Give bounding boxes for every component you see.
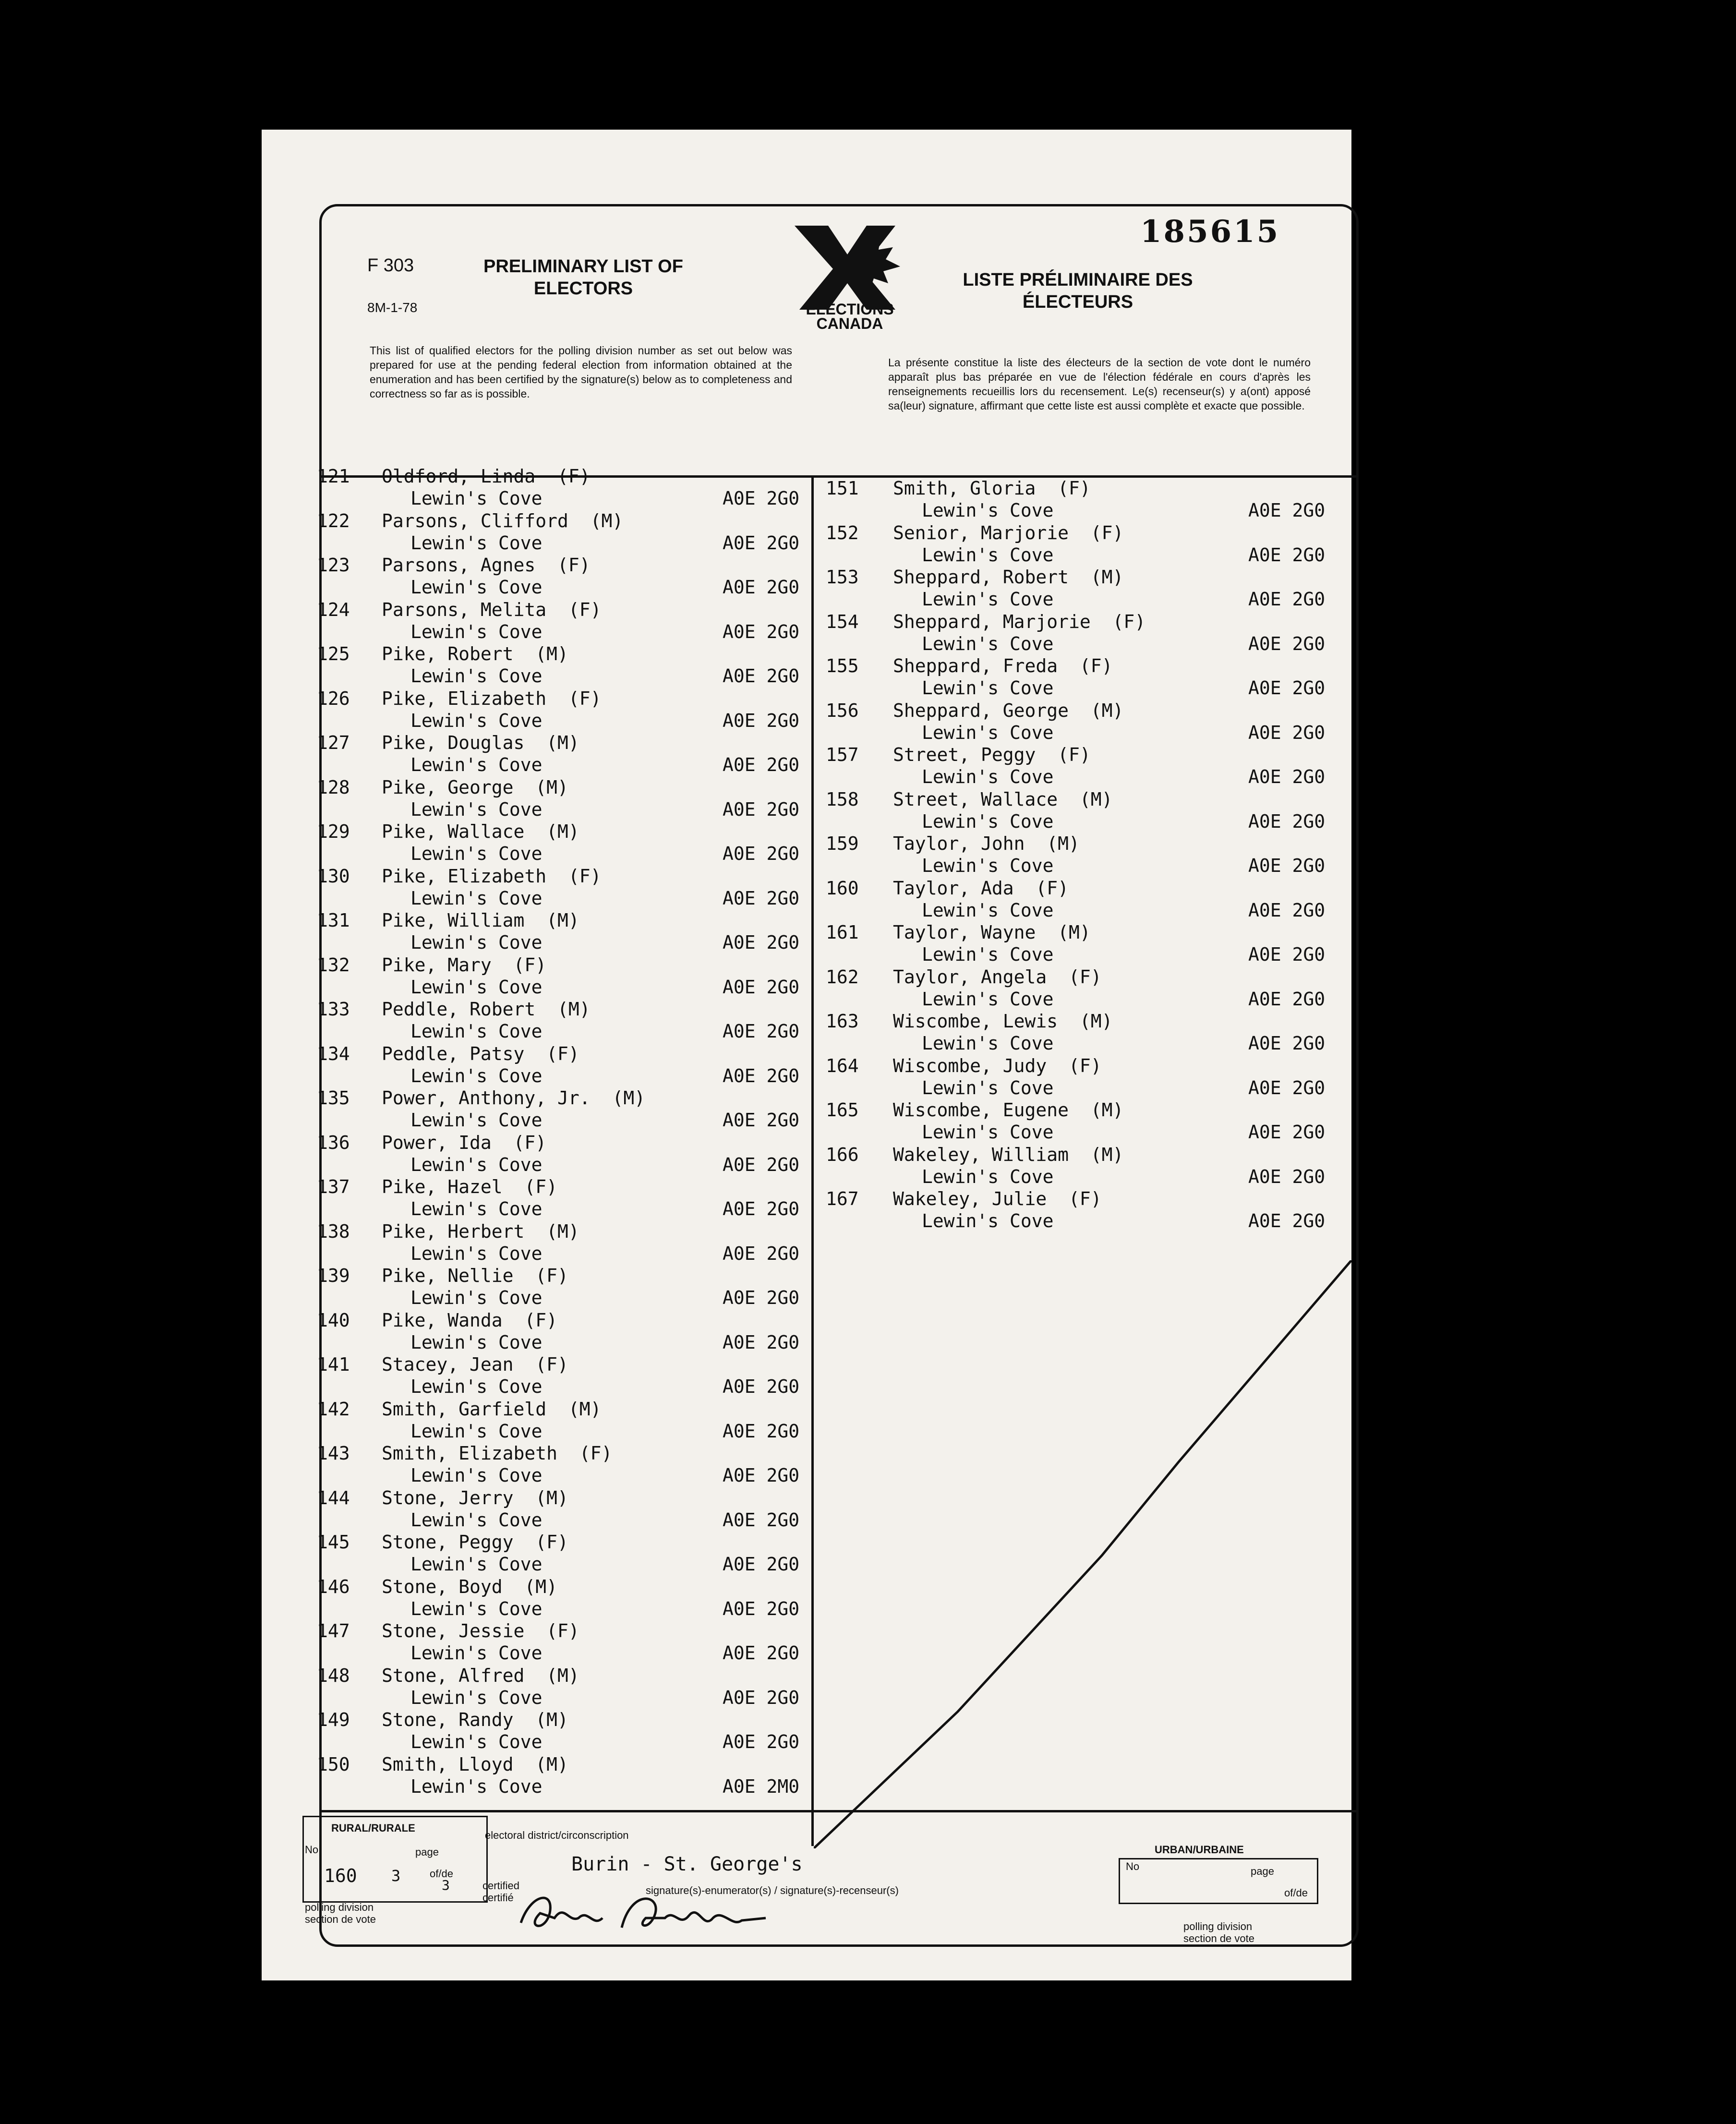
elector-number: 123 <box>317 555 350 576</box>
elector-name: Sheppard, Robert (M) <box>893 567 1124 588</box>
rural-label: RURAL/RURALE <box>331 1822 415 1834</box>
elector-name: Stone, Jessie (F) <box>382 1620 579 1641</box>
elector-entry <box>317 1754 811 1798</box>
elector-locality: Lewin's Cove <box>410 1775 542 1797</box>
elector-entry <box>826 611 1354 655</box>
elector-locality: Lewin's Cove <box>410 976 542 998</box>
elector-entry <box>317 999 811 1043</box>
elector-postal-code: A0E 2G0 <box>1248 988 1326 1010</box>
elector-postal-code: A0E 2G0 <box>723 932 800 953</box>
elector-number: 132 <box>317 954 350 976</box>
elector-postal-code: A0E 2G0 <box>1248 544 1326 566</box>
elector-number: 155 <box>826 655 859 676</box>
elector-name: Parsons, Clifford (M) <box>382 510 624 531</box>
elector-name: Pike, Wallace (M) <box>382 821 579 842</box>
elector-name: Senior, Marjorie (F) <box>893 522 1124 543</box>
elector-entry <box>317 954 811 999</box>
elector-postal-code: A0E 2G0 <box>723 1465 800 1486</box>
elector-number: 147 <box>317 1620 350 1641</box>
elector-name: Taylor, Wayne (M) <box>893 922 1091 943</box>
elector-postal-code: A0E 2G0 <box>723 577 800 598</box>
no-label: No <box>305 1844 319 1856</box>
elector-name: Smith, Gloria (F) <box>893 478 1091 499</box>
elector-locality: Lewin's Cove <box>922 1210 1054 1231</box>
elector-postal-code: A0E 2G0 <box>1248 766 1326 787</box>
elector-number: 135 <box>317 1087 350 1109</box>
elector-entry <box>317 1176 811 1220</box>
elector-number: 152 <box>826 522 859 543</box>
elector-number: 148 <box>317 1665 350 1686</box>
elector-postal-code: A0E 2G0 <box>1248 1210 1326 1231</box>
elector-locality: Lewin's Cove <box>922 1166 1054 1187</box>
elector-entry <box>317 1620 811 1665</box>
elector-name: Pike, Nellie (F) <box>382 1265 568 1286</box>
elector-number: 167 <box>826 1188 859 1209</box>
elector-locality: Lewin's Cove <box>922 810 1054 832</box>
elector-locality: Lewin's Cove <box>410 1509 542 1531</box>
elector-locality: Lewin's Cove <box>922 633 1054 654</box>
elector-number: 154 <box>826 611 859 632</box>
elector-name: Street, Wallace (M) <box>893 788 1113 810</box>
elector-locality: Lewin's Cove <box>410 1287 542 1308</box>
elector-postal-code: A0E 2G0 <box>1248 633 1326 654</box>
title-french: LISTE PRÉLIMINAIRE DES ÉLECTEURS <box>963 270 1193 312</box>
elector-name: Wiscombe, Lewis (M) <box>893 1011 1113 1032</box>
elector-postal-code: A0E 2G0 <box>723 1021 800 1042</box>
elector-number: 143 <box>317 1443 350 1464</box>
elector-locality: Lewin's Cove <box>410 488 542 509</box>
elector-name: Pike, Douglas (M) <box>382 732 579 753</box>
elector-name: Street, Peggy (F) <box>893 744 1091 765</box>
elector-postal-code: A0E 2G0 <box>723 1687 800 1708</box>
elector-locality: Lewin's Cove <box>410 1154 542 1175</box>
elector-number: 164 <box>826 1055 859 1076</box>
elector-name: Wiscombe, Eugene (M) <box>893 1099 1124 1121</box>
elector-number: 128 <box>317 776 350 798</box>
elector-locality: Lewin's Cove <box>922 544 1054 566</box>
elector-name: Taylor, John (M) <box>893 833 1080 854</box>
elector-entry <box>317 510 811 555</box>
elector-entry <box>826 833 1354 877</box>
elector-number: 157 <box>826 744 859 765</box>
elector-name: Stone, Peggy (F) <box>382 1532 568 1553</box>
elector-number: 151 <box>826 478 859 499</box>
elector-name: Sheppard, Freda (F) <box>893 655 1113 676</box>
elector-name: Stacey, Jean (F) <box>382 1354 568 1375</box>
urban-polling-label-fr: section de vote <box>1183 1932 1254 1944</box>
elector-postal-code: A0E 2G0 <box>1248 810 1326 832</box>
elector-locality: Lewin's Cove <box>922 1033 1054 1054</box>
elector-locality: Lewin's Cove <box>410 1198 542 1219</box>
intro-french: La présente constitue la liste des électeurs de la section de vote dont le numéro apparaît plus bas préparée en vue de l'élection fédérale en cours d'après les renseignements recueillis lors du recensement. Le(s) recenseur(s) y a(ont) apposé sa(leur) signature, affirmant que cette liste est aussi complète et exacte que possible. <box>888 356 1311 412</box>
page-number: 3 <box>391 1867 401 1885</box>
elector-postal-code: A0E 2G0 <box>1248 677 1326 699</box>
elector-number: 124 <box>317 599 350 620</box>
elector-locality: Lewin's Cove <box>410 1687 542 1708</box>
elector-name: Pike, Wanda (F) <box>382 1309 558 1331</box>
elector-locality: Lewin's Cove <box>410 1554 542 1575</box>
elector-entry <box>826 522 1354 567</box>
elector-postal-code: A0E 2G0 <box>723 754 800 775</box>
elector-postal-code: A0E 2G0 <box>723 1376 800 1397</box>
elector-postal-code: A0E 2G0 <box>1248 589 1326 610</box>
elector-number: 160 <box>826 877 859 899</box>
serial-number: 185615 <box>1140 214 1280 250</box>
elector-postal-code: A0E 2G0 <box>723 1420 800 1442</box>
elector-number: 138 <box>317 1220 350 1242</box>
elector-entry <box>826 567 1354 611</box>
elector-number: 150 <box>317 1753 350 1775</box>
elector-entry <box>317 1576 811 1620</box>
elector-number: 122 <box>317 510 350 531</box>
polling-division-label-fr: section de vote <box>305 1913 376 1925</box>
elector-name: Wiscombe, Judy (F) <box>893 1055 1102 1076</box>
elector-entry <box>826 700 1354 744</box>
elector-number: 137 <box>317 1176 350 1197</box>
elector-entry <box>826 1011 1354 1055</box>
elector-name: Peddle, Robert (M) <box>382 999 591 1020</box>
elector-postal-code: A0E 2G0 <box>723 887 800 909</box>
elector-locality: Lewin's Cove <box>410 798 542 820</box>
elector-postal-code: A0E 2G0 <box>1248 1166 1326 1187</box>
elector-locality: Lewin's Cove <box>410 710 542 731</box>
elector-entry <box>317 1443 811 1487</box>
district-label: electoral district/circonscription <box>485 1829 629 1841</box>
elector-postal-code: A0E 2G0 <box>723 1331 800 1353</box>
elector-name: Pike, Elizabeth (F) <box>382 865 602 887</box>
elector-number: 165 <box>826 1099 859 1121</box>
elector-name: Smith, Elizabeth (F) <box>382 1443 613 1464</box>
elector-postal-code: A0E 2G0 <box>1248 1122 1326 1143</box>
elector-postal-code: A0E 2G0 <box>1248 1033 1326 1054</box>
elector-locality: Lewin's Cove <box>410 843 542 864</box>
elector-locality: Lewin's Cove <box>410 1243 542 1264</box>
elector-entry <box>317 1265 811 1309</box>
elector-postal-code: A0E 2G0 <box>1248 1077 1326 1098</box>
elector-number: 142 <box>317 1398 350 1420</box>
urban-label: URBAN/URBAINE <box>1155 1844 1244 1856</box>
elector-locality: Lewin's Cove <box>410 1731 542 1752</box>
elector-name: Smith, Lloyd (M) <box>382 1753 568 1775</box>
electors-left-column <box>317 466 811 1805</box>
elector-entry <box>317 643 811 688</box>
elector-postal-code: A0E 2G0 <box>1248 899 1326 921</box>
elector-name: Stone, Randy (M) <box>382 1709 568 1730</box>
elector-postal-code: A0E 2G0 <box>723 1065 800 1086</box>
electoral-district: Burin - St. George's <box>571 1853 803 1875</box>
elector-name: Taylor, Angela (F) <box>893 966 1102 988</box>
elector-postal-code: A0E 2G0 <box>723 1110 800 1131</box>
elector-postal-code: A0E 2G0 <box>723 1554 800 1575</box>
elector-entry <box>317 599 811 643</box>
elector-locality: Lewin's Cove <box>922 589 1054 610</box>
elector-number: 127 <box>317 732 350 753</box>
elector-postal-code: A0E 2G0 <box>1248 855 1326 876</box>
elector-entry <box>826 966 1354 1011</box>
elector-entry <box>826 922 1354 966</box>
elector-postal-code: A0E 2G0 <box>723 1731 800 1752</box>
elector-locality: Lewin's Cove <box>922 766 1054 787</box>
elector-postal-code: A0E 2G0 <box>723 1198 800 1219</box>
elector-entry <box>826 1188 1354 1232</box>
page-total: 3 <box>442 1877 450 1893</box>
elector-number: 140 <box>317 1309 350 1331</box>
polling-division-label: polling division <box>305 1901 374 1913</box>
elector-locality: Lewin's Cove <box>410 1465 542 1486</box>
form-date: 8M-1-78 <box>367 300 418 315</box>
elector-number: 153 <box>826 567 859 588</box>
elector-postal-code: A0E 2G0 <box>723 1243 800 1264</box>
elector-entry <box>826 655 1354 700</box>
elector-entry <box>317 466 811 510</box>
elector-name: Oldford, Linda (F) <box>382 466 591 487</box>
elector-number: 125 <box>317 643 350 664</box>
elector-locality: Lewin's Cove <box>922 944 1054 965</box>
elector-entry <box>317 732 811 776</box>
urban-of-label: of/de <box>1284 1887 1308 1899</box>
elector-entry <box>317 1132 811 1176</box>
elector-locality: Lewin's Cove <box>922 988 1054 1010</box>
intro-english: This list of qualified electors for the polling division number as set out below was prepared for use at the pending federal election from information obtained at the enumeration and has been certified by the signature(s) below as to completeness and correctness so far as is possible. <box>370 344 792 400</box>
elector-entry <box>317 555 811 599</box>
elector-postal-code: A0E 2G0 <box>723 1154 800 1175</box>
elector-entry <box>826 789 1354 833</box>
elector-name: Wakeley, Julie (F) <box>893 1188 1102 1209</box>
elector-entry <box>317 1221 811 1265</box>
elector-entry <box>317 866 811 910</box>
elector-number: 159 <box>826 833 859 854</box>
elector-postal-code: A0E 2G0 <box>723 843 800 864</box>
form-number: F 303 <box>367 255 414 276</box>
elector-postal-code: A0E 2M0 <box>723 1775 800 1797</box>
elector-number: 163 <box>826 1011 859 1032</box>
page-label: page <box>415 1846 439 1858</box>
elector-locality: Lewin's Cove <box>410 754 542 775</box>
elector-entry <box>826 1099 1354 1144</box>
elector-entry <box>317 1487 811 1532</box>
certified-label-fr: certifié <box>482 1892 514 1904</box>
elector-locality: Lewin's Cove <box>410 665 542 687</box>
elector-name: Stone, Boyd (M) <box>382 1576 558 1597</box>
elector-name: Sheppard, George (M) <box>893 700 1124 721</box>
elector-number: 136 <box>317 1132 350 1153</box>
elector-entry <box>826 1055 1354 1099</box>
urban-polling-label: polling division <box>1183 1920 1253 1932</box>
elector-number: 144 <box>317 1487 350 1509</box>
elector-postal-code: A0E 2G0 <box>1248 944 1326 965</box>
elector-name: Power, Ida (F) <box>382 1132 547 1153</box>
elector-entry <box>317 1043 811 1087</box>
elector-name: Pike, Hazel (F) <box>382 1176 558 1197</box>
elector-number: 121 <box>317 466 350 487</box>
elector-postal-code: A0E 2G0 <box>723 1287 800 1308</box>
elector-locality: Lewin's Cove <box>922 500 1054 521</box>
elector-locality: Lewin's Cove <box>410 1598 542 1619</box>
elector-number: 134 <box>317 1043 350 1064</box>
elector-postal-code: A0E 2G0 <box>723 976 800 998</box>
signature-label: signature(s)-enumerator(s) / signature(s)-recenseur(s) <box>646 1884 899 1896</box>
elector-name: Pike, George (M) <box>382 776 568 798</box>
elector-postal-code: A0E 2G0 <box>723 532 800 554</box>
document-sheet <box>262 130 1351 1980</box>
elector-locality: Lewin's Cove <box>410 1110 542 1131</box>
elector-locality: Lewin's Cove <box>922 677 1054 699</box>
elector-entry <box>317 1532 811 1576</box>
elector-name: Pike, William (M) <box>382 910 579 931</box>
elector-number: 139 <box>317 1265 350 1286</box>
elector-number: 156 <box>826 700 859 721</box>
elector-locality: Lewin's Cove <box>922 1122 1054 1143</box>
elector-number: 166 <box>826 1144 859 1165</box>
elector-number: 162 <box>826 966 859 988</box>
elector-locality: Lewin's Cove <box>410 1420 542 1442</box>
elector-entry <box>317 910 811 954</box>
polling-number: 160 <box>324 1865 357 1886</box>
cancellation-line <box>814 1260 1351 1848</box>
elector-number: 158 <box>826 788 859 810</box>
elector-entry <box>317 1399 811 1443</box>
elector-name: Pike, Elizabeth (F) <box>382 688 602 709</box>
elector-name: Stone, Alfred (M) <box>382 1665 579 1686</box>
urban-page-label: page <box>1251 1865 1274 1877</box>
elector-locality: Lewin's Cove <box>922 722 1054 743</box>
elector-locality: Lewin's Cove <box>410 532 542 554</box>
elector-locality: Lewin's Cove <box>922 899 1054 921</box>
elector-number: 145 <box>317 1532 350 1553</box>
electors-right-column <box>826 478 1354 1294</box>
of-label: of/de <box>430 1868 453 1880</box>
elector-postal-code: A0E 2G0 <box>723 798 800 820</box>
elector-entry <box>317 688 811 732</box>
elector-entry <box>826 878 1354 922</box>
elector-name: Parsons, Agnes (F) <box>382 555 591 576</box>
elector-locality: Lewin's Cove <box>922 855 1054 876</box>
elector-number: 130 <box>317 865 350 887</box>
elector-locality: Lewin's Cove <box>410 1331 542 1353</box>
svg-text:CANADA: CANADA <box>816 315 883 331</box>
elector-postal-code: A0E 2G0 <box>723 710 800 731</box>
elector-entry <box>826 478 1354 522</box>
elector-locality: Lewin's Cove <box>410 887 542 909</box>
elector-name: Sheppard, Marjorie (F) <box>893 611 1146 632</box>
svg-text:ELECTIONS: ELECTIONS <box>806 301 894 318</box>
elector-entry <box>826 1144 1354 1188</box>
elector-number: 126 <box>317 688 350 709</box>
elector-postal-code: A0E 2G0 <box>1248 722 1326 743</box>
elector-name: Parsons, Melita (F) <box>382 599 602 620</box>
elector-locality: Lewin's Cove <box>410 1642 542 1664</box>
elector-name: Pike, Robert (M) <box>382 643 568 664</box>
elector-locality: Lewin's Cove <box>410 621 542 642</box>
elector-number: 161 <box>826 922 859 943</box>
elector-number: 149 <box>317 1709 350 1730</box>
elector-name: Power, Anthony, Jr. (M) <box>382 1087 646 1109</box>
elector-locality: Lewin's Cove <box>410 1021 542 1042</box>
title-english: PRELIMINARY LIST OF ELECTORS <box>483 256 683 299</box>
elector-postal-code: A0E 2G0 <box>723 1598 800 1619</box>
elector-postal-code: A0E 2G0 <box>723 1509 800 1531</box>
elector-postal-code: A0E 2G0 <box>723 1642 800 1664</box>
elector-locality: Lewin's Cove <box>410 932 542 953</box>
elector-entry <box>317 777 811 821</box>
elector-entry <box>317 821 811 865</box>
elector-number: 133 <box>317 999 350 1020</box>
certified-label: certified <box>482 1880 520 1892</box>
elector-postal-code: A0E 2G0 <box>723 488 800 509</box>
elector-number: 141 <box>317 1354 350 1375</box>
elector-number: 146 <box>317 1576 350 1597</box>
elector-postal-code: A0E 2G0 <box>723 621 800 642</box>
elector-entry <box>317 1709 811 1753</box>
enumerator-signature <box>516 1884 804 1937</box>
elector-number: 129 <box>317 821 350 842</box>
elector-entry <box>317 1087 811 1132</box>
elector-name: Taylor, Ada (F) <box>893 877 1069 899</box>
elections-canada-logo <box>775 221 924 331</box>
elector-entry <box>317 1310 811 1354</box>
elector-locality: Lewin's Cove <box>410 1065 542 1086</box>
elector-locality: Lewin's Cove <box>922 1077 1054 1098</box>
elector-name: Pike, Mary (F) <box>382 954 547 976</box>
elector-postal-code: A0E 2G0 <box>1248 500 1326 521</box>
elector-name: Smith, Garfield (M) <box>382 1398 602 1420</box>
elector-locality: Lewin's Cove <box>410 1376 542 1397</box>
elector-name: Wakeley, William (M) <box>893 1144 1124 1165</box>
urban-no-label: No <box>1126 1860 1140 1872</box>
elector-postal-code: A0E 2G0 <box>723 665 800 687</box>
elector-number: 131 <box>317 910 350 931</box>
elector-name: Stone, Jerry (M) <box>382 1487 568 1509</box>
elector-entry <box>826 744 1354 788</box>
elector-name: Pike, Herbert (M) <box>382 1220 579 1242</box>
elector-entry <box>317 1354 811 1398</box>
elector-locality: Lewin's Cove <box>410 577 542 598</box>
elector-entry <box>317 1665 811 1709</box>
elector-name: Peddle, Patsy (F) <box>382 1043 579 1064</box>
